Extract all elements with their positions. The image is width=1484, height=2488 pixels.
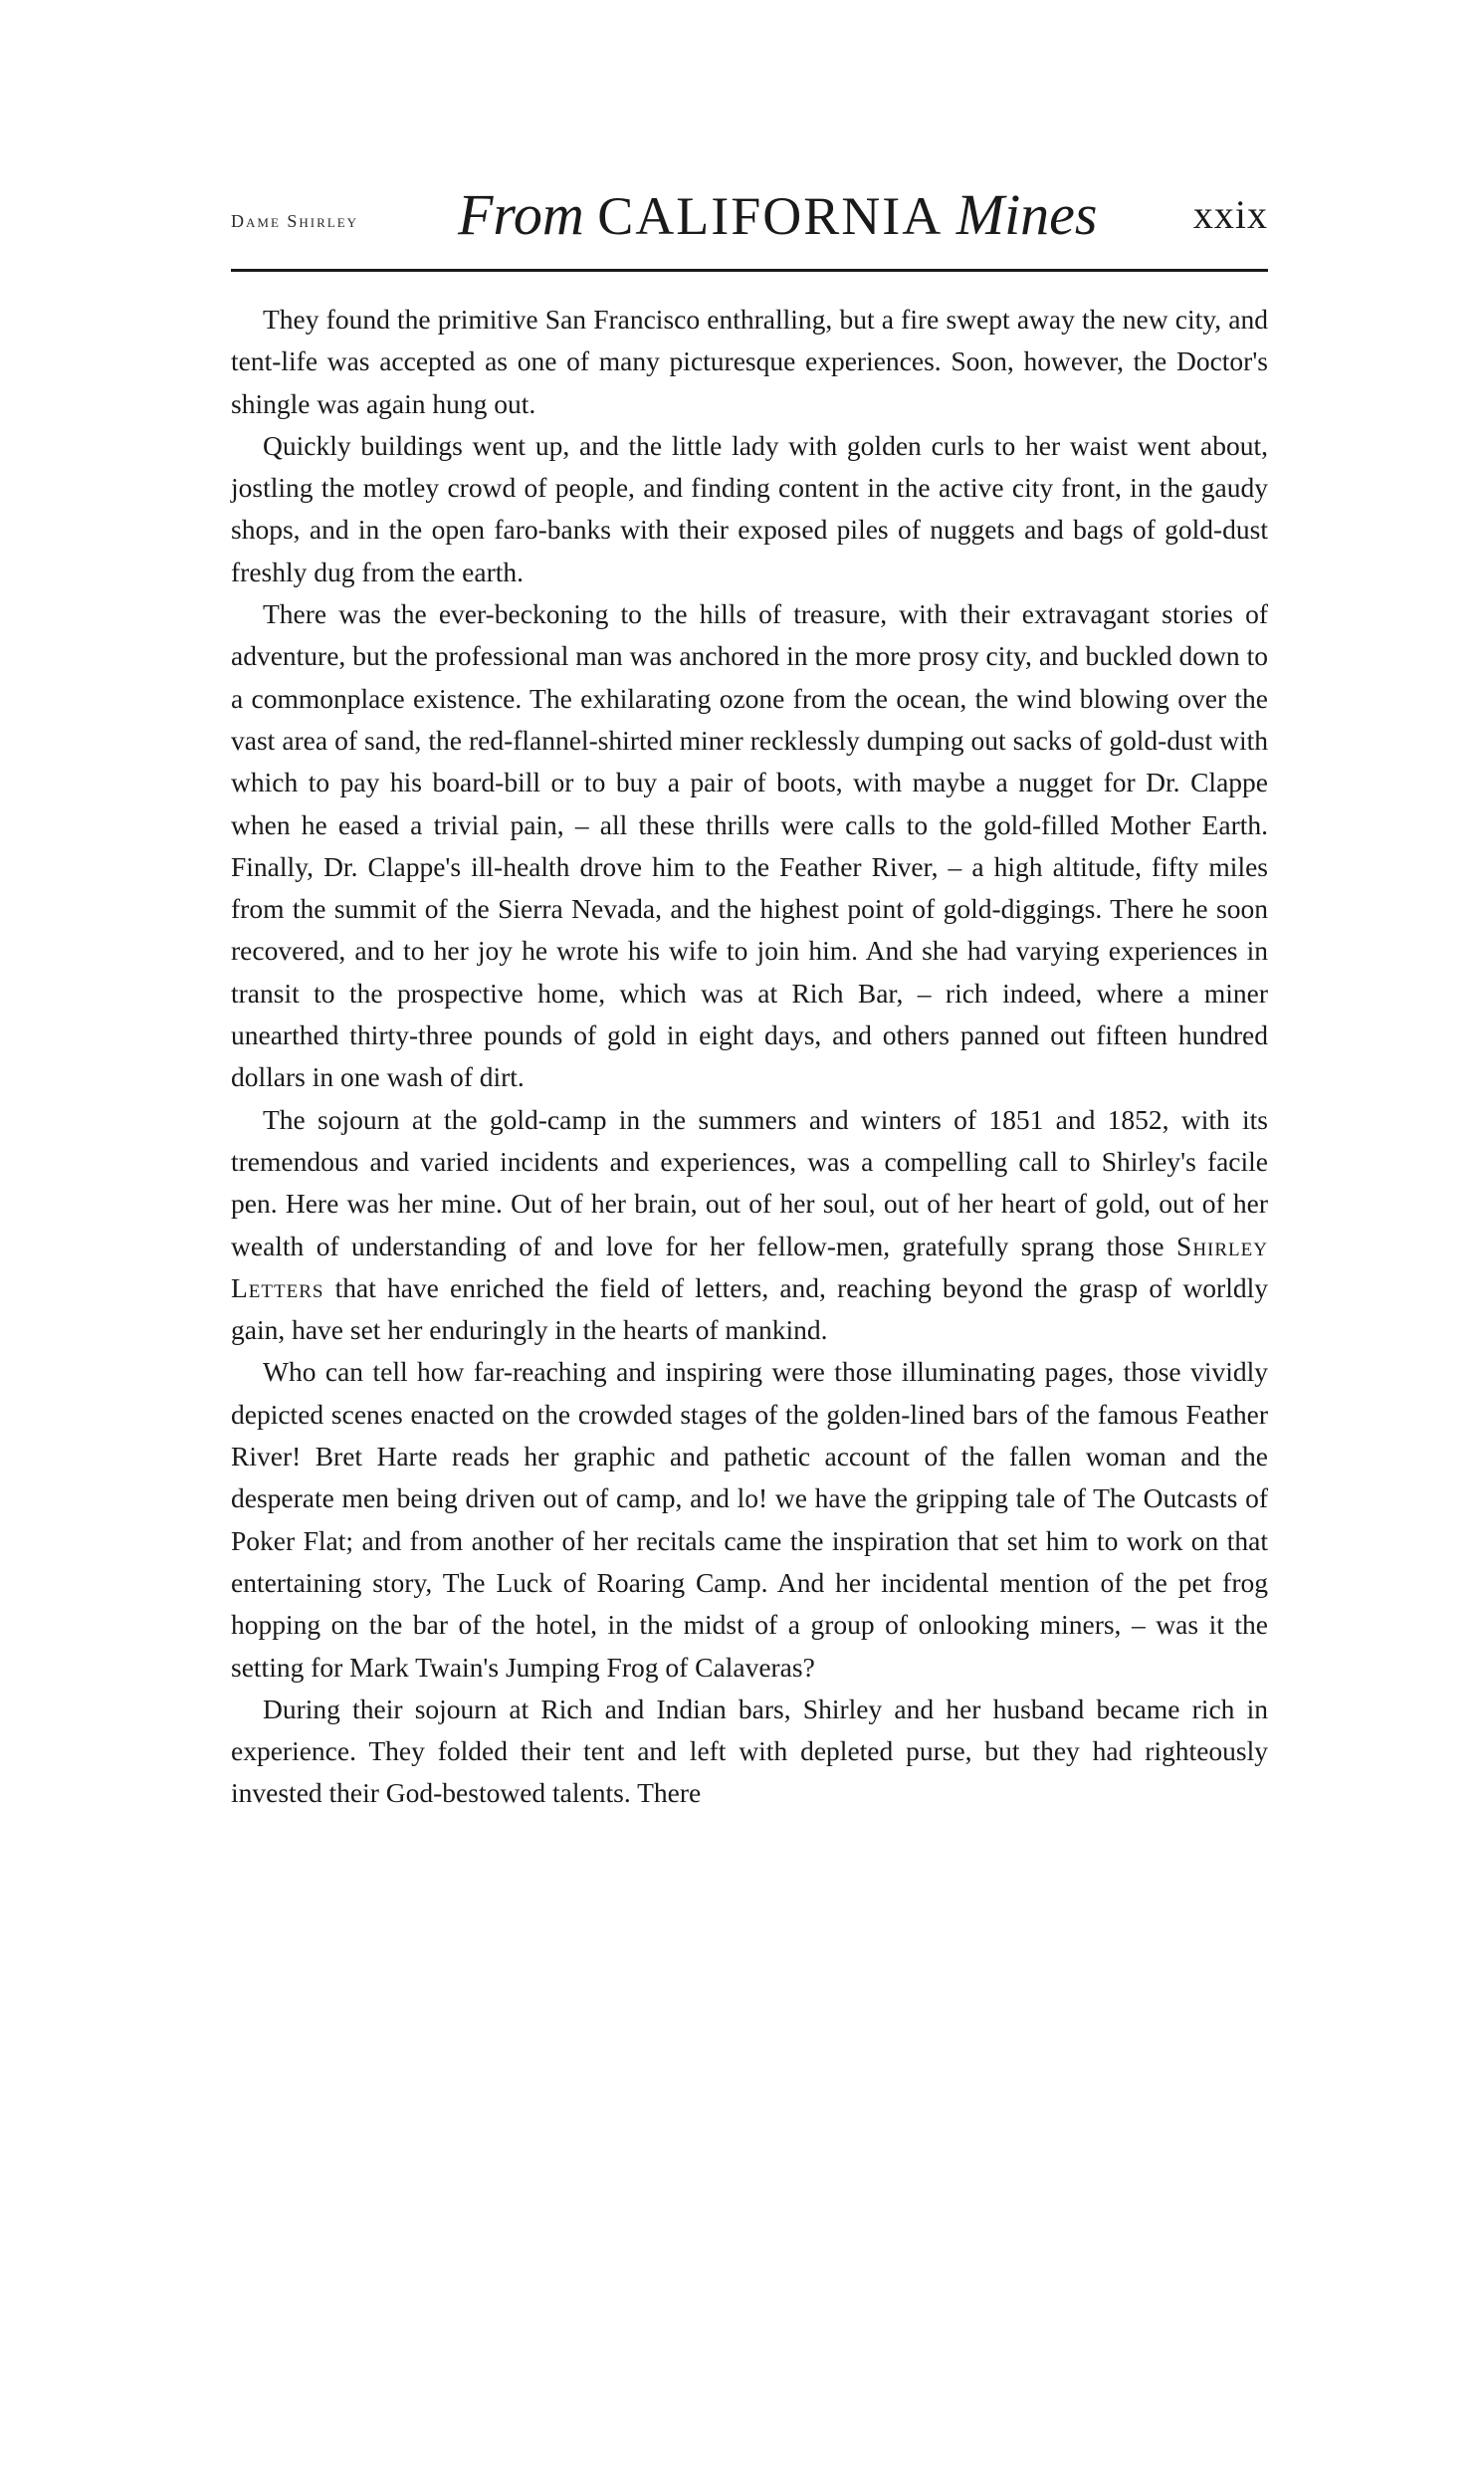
header-rule — [231, 269, 1268, 272]
paragraph-fire: They found the primitive San Francisco enthralling, but a fire swept away the new city, and tent-life was accepted as one of many picturesque experiences. Soon, however, the Doctor's shingle was again hung out. — [231, 304, 1268, 419]
paragraph-sojourn-before: The sojourn at the gold-camp in the summers and winters of 1851 and 1852, with its tremendous and varied incidents and experiences, was a compelling call to Shirley's facile pen. Here was her mine. Out of her brain, out of her soul, out of her heart of gold, out of her wealth of understanding of and love for her fellow-men, gratefully sprang those — [231, 1103, 1268, 1261]
title-california: CALIFORNIA — [597, 186, 944, 246]
paragraph-sojourn — [231, 1099, 1268, 1352]
paragraph-sojourn-after: that have enriched the field of letters, and, reaching beyond the grasp of worldly gain, have set her enduringly in the hearts of mankind. — [231, 1271, 1268, 1346]
body-text — [231, 299, 1268, 1815]
paragraph-rich-bars: During their sojourn at Rich and Indian bars, Shirley and her husband became rich in experience. They folded their tent and left with depleted purse, but they had righteously invested their God-bestowed talents. There — [231, 1693, 1268, 1809]
title-mines: Mines — [955, 182, 1098, 247]
page-number: xxix — [1192, 192, 1268, 237]
page-header — [231, 181, 1268, 251]
title-from: From — [458, 182, 584, 247]
paragraph-buildings: Quickly buildings went up, and the little lady with golden curls to her waist went about, jostling the motley crowd of people, and finding content in the active city front, in the gaudy shops, and in the open faro-banks with their exposed piles of nuggets and bags of gold-dust freshly dug from the earth. — [231, 429, 1268, 587]
paragraph-hills: There was the ever-beckoning to the hills of treasure, with their extravagant stories of adventure, but the professional man was anchored in the more prosy city, and buckled down to a commonplace existence. The exhilarating ozone from the ocean, the wind blowing over the vast area of sand, the red-flannel-shirted miner recklessly dumping out sacks of gold-dust with which to pay his board-bill or to buy a pair of boots, with maybe a nugget for Dr. Clappe when he eased a trivial pain, – all these thrills were calls to the gold-filled Mother Earth. Finally, Dr. Clappe's ill-health drove him to the Feather River, – a high altitude, fifty miles from the summit of the Sierra Nevada, and the highest point of gold-diggings. There he soon recovered, and to her joy he wrote his wife to join him. And she had varying experiences in transit to the prospective home, which was at Rich Bar, – rich indeed, where a miner unearthed thirty-three pounds of gold in eight days, and others panned out fifteen hundred dollars in one wash of dirt. — [231, 598, 1268, 1093]
page-title — [458, 181, 1098, 248]
running-head: Dame Shirley — [231, 211, 359, 231]
paragraph-inspiring: Who can tell how far-reaching and inspiring were those illuminating pages, those vividly depicted scenes enacted on the crowded stages of the golden-lined bars of the famous Feather River! Bret Harte reads her graphic and pathetic account of the fallen woman and the desperate men being driven out of camp, and lo! we have the gripping tale of The Outcasts of Poker Flat; and from another of her recitals came the inspiration that set him to work on that entertaining story, The Luck of Roaring Camp. And her incidental mention of the pet frog hopping on the bar of the hotel, in the midst of a group of onlooking miners, – was it the setting for Mark Twain's Jumping Frog of Calaveras? — [231, 1356, 1268, 1683]
shirley-letters: Shirley Letters — [231, 1230, 1268, 1303]
